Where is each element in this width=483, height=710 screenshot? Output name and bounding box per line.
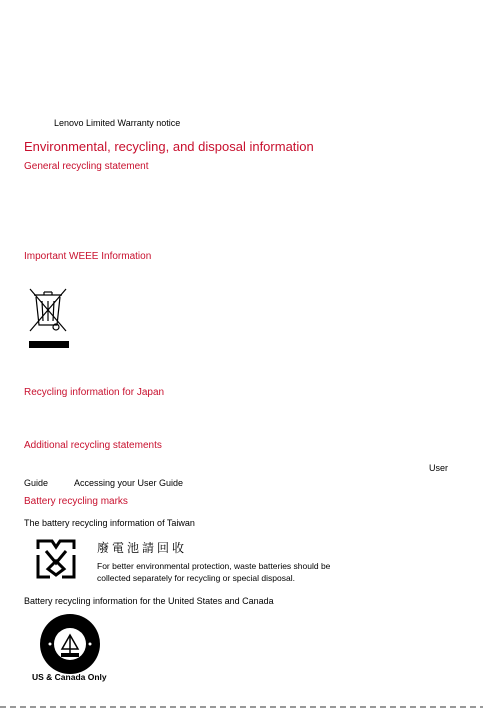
usca-caption: US & Canada Only: [32, 672, 107, 682]
rbrc-recycle-seal-icon: [39, 613, 101, 675]
warranty-notice-link[interactable]: Lenovo Limited Warranty notice: [54, 118, 181, 128]
taiwan-recycle-icon: [32, 535, 80, 583]
weee-bin-bar: [29, 341, 69, 348]
general-recycling-heading: General recycling statement: [24, 161, 149, 172]
guide-text: Guide: [24, 478, 49, 488]
taiwan-english-line-1: For better environmental protection, waste batteries should be: [97, 561, 331, 571]
weee-crossed-bin-icon: [26, 285, 70, 347]
battery-marks-heading: Battery recycling marks: [24, 496, 128, 507]
user-guide-text: User: [429, 463, 449, 473]
japan-heading: Recycling information for Japan: [24, 387, 165, 398]
page-bottom-divider: [0, 706, 483, 708]
accessing-user-guide-link[interactable]: Accessing your User Guide: [74, 478, 184, 488]
taiwan-chinese-text: 廢電池請回收: [97, 541, 188, 555]
taiwan-english-line-2: collected separately for recycling or special disposal.: [97, 573, 295, 583]
section-title: Environmental, recycling, and disposal information: [24, 139, 314, 154]
weee-heading: Important WEEE Information: [24, 251, 152, 262]
taiwan-heading: The battery recycling information of Taiwan: [24, 518, 195, 528]
usca-heading: Battery recycling information for the United States and Canada: [24, 596, 274, 606]
additional-recycling-heading: Additional recycling statements: [24, 440, 162, 451]
